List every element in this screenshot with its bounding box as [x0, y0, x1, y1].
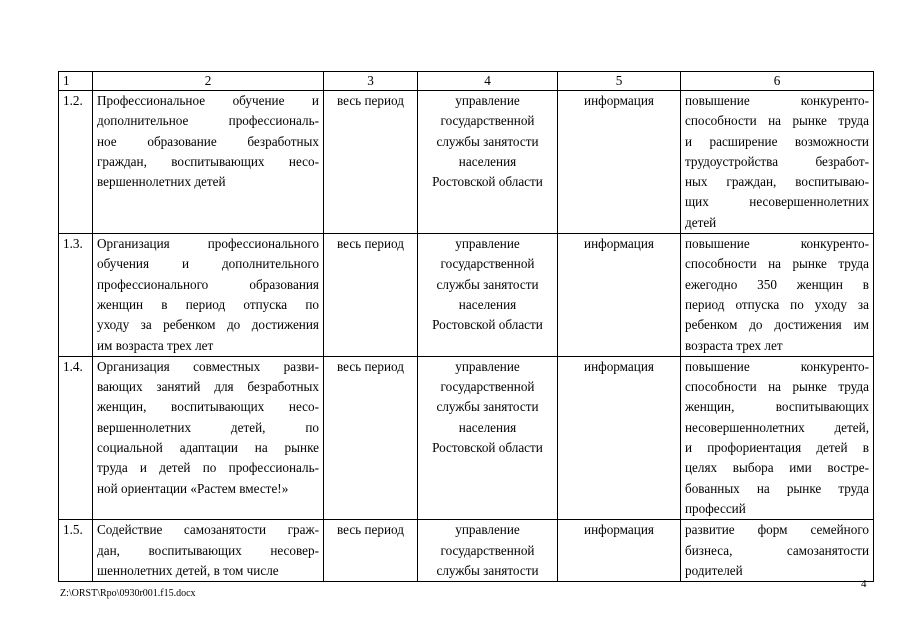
cell-line: ной ориентации «Растем вместе!» — [97, 480, 289, 496]
executor — [418, 356, 558, 519]
report-form: информация — [558, 520, 681, 582]
cell-line: бизнеса, самозанятости — [685, 542, 869, 558]
footer-file-path: Z:\ORST\Rpo\0930r001.f15.docx — [60, 588, 196, 599]
cell-line: обучения и дополнительного — [97, 256, 319, 272]
cell-line: бованных на рынке труда — [685, 480, 869, 496]
cell-line: способности на рынке труда — [685, 113, 869, 129]
cell-line: Ростовской области — [432, 317, 543, 333]
cell-line: государственной — [440, 113, 535, 129]
report-form: информация — [558, 91, 681, 234]
expected-result — [681, 91, 874, 234]
executor — [418, 234, 558, 357]
cell-line: вающих занятий для безработных — [97, 379, 319, 395]
measure-name — [93, 356, 324, 519]
row-number: 1.3. — [59, 234, 93, 357]
cell-line: Профессиональное обучение и — [97, 93, 319, 108]
cell-line: населения — [458, 153, 517, 169]
table-row — [59, 91, 874, 234]
cell-line: повышение конкуренто- — [685, 236, 869, 252]
cell-line: профессий — [685, 500, 746, 516]
cell-line: женщин, воспитывающих несо- — [97, 399, 319, 415]
table-row — [59, 520, 874, 582]
header-cell-4: 4 — [418, 72, 558, 91]
cell-line: ребенком до достижения им — [685, 317, 869, 333]
row-number: 1.4. — [59, 356, 93, 519]
cell-line: целях выбора ими востре- — [685, 460, 869, 476]
cell-line: уходу за ребенком до достижения — [97, 317, 319, 333]
cell-line: Организация совместных разви- — [97, 358, 319, 374]
cell-line: Ростовской области — [432, 440, 543, 456]
cell-line: государственной — [440, 256, 535, 272]
cell-line: развитие форм семейного — [685, 522, 869, 538]
cell-line: управление — [455, 522, 520, 538]
cell-line: вершеннолетних детей, по — [97, 419, 319, 435]
cell-line: Ростовской области — [432, 174, 543, 190]
cell-line: щих несовершеннолетних — [685, 194, 869, 210]
cell-line: управление — [455, 358, 520, 374]
header-cell-3: 3 — [324, 72, 418, 91]
table-row — [59, 234, 874, 357]
cell-line: службы занятости — [436, 562, 539, 578]
row-number: 1.5. — [59, 520, 93, 582]
cell-line: граждан, воспитывающих несо- — [97, 153, 319, 169]
cell-line: родителей — [685, 562, 743, 578]
cell-line: способности на рынке труда — [685, 256, 869, 272]
measures-table — [58, 71, 874, 582]
report-form: информация — [558, 234, 681, 357]
cell-line: управление — [455, 93, 520, 108]
header-cell-6: 6 — [681, 72, 874, 91]
cell-line: Организация профессионального — [97, 236, 319, 252]
cell-line: ных граждан, воспитываю- — [685, 174, 869, 190]
page-number: 4 — [861, 578, 867, 590]
cell-line: шеннолетних детей, в том числе — [97, 562, 279, 578]
row-number: 1.2. — [59, 91, 93, 234]
cell-line: возраста трех лет — [685, 337, 783, 353]
table-row — [59, 356, 874, 519]
cell-line: дополнительное профессиональ- — [97, 113, 319, 129]
table-header-row — [59, 72, 874, 91]
cell-line: повышение конкуренто- — [685, 358, 869, 374]
cell-line: им возраста трех лет — [97, 337, 214, 353]
cell-line: службы занятости — [436, 133, 539, 149]
cell-line: населения — [458, 419, 517, 435]
measure-name — [93, 520, 324, 582]
cell-line: способности на рынке труда — [685, 379, 869, 395]
period: весь период — [324, 356, 418, 519]
cell-line: несовершеннолетних детей, — [685, 419, 869, 435]
cell-line: ежегодно 350 женщин в — [685, 276, 869, 292]
cell-line: службы занятости — [436, 276, 539, 292]
cell-line: Содействие самозанятости граж- — [97, 522, 319, 538]
cell-line: профессионального образования — [97, 276, 319, 292]
cell-line: детей — [685, 214, 717, 230]
cell-line: вершеннолетних детей — [97, 174, 226, 190]
expected-result — [681, 234, 874, 357]
cell-line: управление — [455, 236, 520, 252]
cell-line: государственной — [440, 379, 535, 395]
header-cell-2: 2 — [93, 72, 324, 91]
cell-line: трудоустройства безработ- — [685, 153, 869, 169]
period: весь период — [324, 234, 418, 357]
measure-name — [93, 91, 324, 234]
cell-line: повышение конкуренто- — [685, 93, 869, 108]
expected-result — [681, 520, 874, 582]
executor — [418, 520, 558, 582]
cell-line: населения — [458, 296, 517, 312]
cell-line: государственной — [440, 542, 535, 558]
header-cell-5: 5 — [558, 72, 681, 91]
header-cell-1: 1 — [59, 72, 93, 91]
cell-line: социальной адаптации на рынке — [97, 440, 319, 456]
cell-line: труда и детей по профессиональ- — [97, 460, 319, 476]
cell-line: ное образование безработных — [97, 133, 319, 149]
period: весь период — [324, 91, 418, 234]
cell-line: период отпуска по уходу за — [685, 296, 869, 312]
cell-line: службы занятости — [436, 399, 539, 415]
expected-result — [681, 356, 874, 519]
measure-name — [93, 234, 324, 357]
executor — [418, 91, 558, 234]
report-form: информация — [558, 356, 681, 519]
cell-line: женщин, воспитывающих — [685, 399, 869, 415]
cell-line: и расширение возможности — [685, 133, 869, 149]
cell-line: дан, воспитывающих несовер- — [97, 542, 319, 558]
cell-line: женщин в период отпуска по — [97, 296, 319, 312]
period: весь период — [324, 520, 418, 582]
cell-line: и профориентация детей в — [685, 440, 869, 456]
